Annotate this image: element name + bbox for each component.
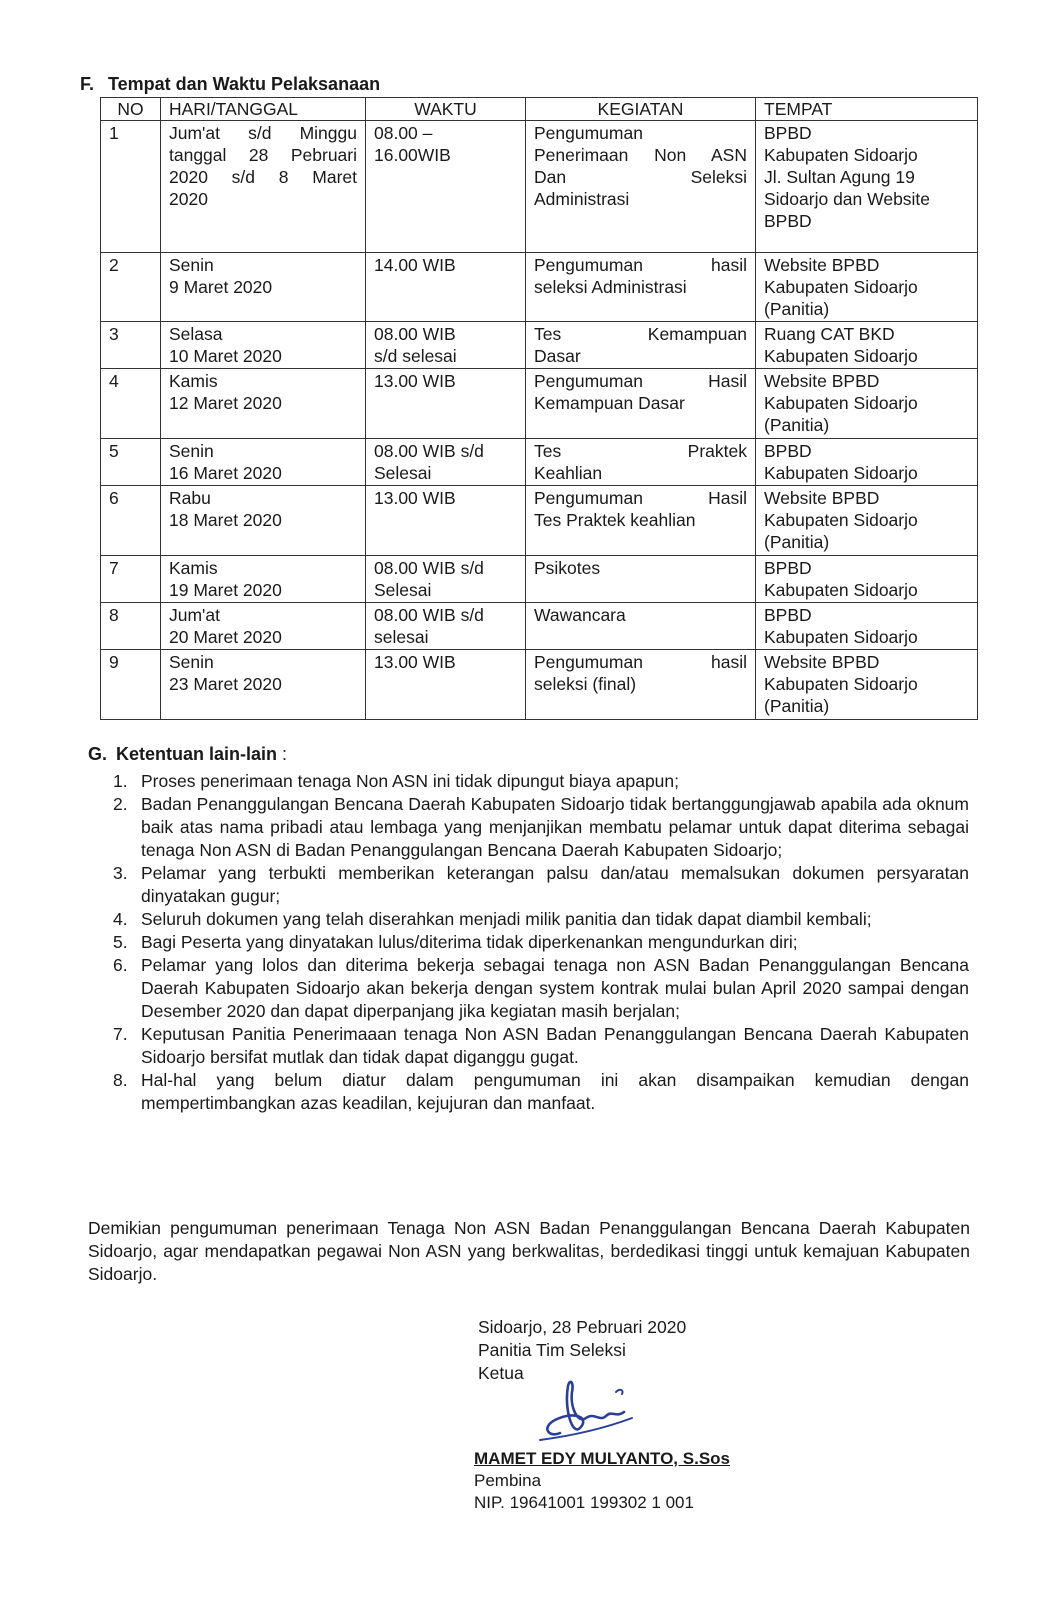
- cell-no: 7: [101, 556, 161, 603]
- cell-kegiatan-line: Dasar: [534, 346, 581, 366]
- cell-tempat-line: Website BPBD: [764, 371, 880, 391]
- cell-kegiatan: [526, 650, 756, 720]
- table-row: [101, 603, 978, 650]
- cell-kegiatan: [526, 439, 756, 486]
- list-item: [113, 770, 969, 793]
- cell-kegiatan-line: Pengumuman Hasil: [534, 488, 747, 508]
- cell-tempat-line: Kabupaten Sidoarjo: [764, 346, 918, 366]
- cell-tempat-line: BPBD: [764, 123, 812, 143]
- header-no: NO: [101, 98, 161, 121]
- cell-tempat-line: Website BPBD: [764, 488, 880, 508]
- cell-waktu-line: 13.00 WIB: [374, 488, 456, 508]
- list-item-number: 5.: [113, 932, 128, 952]
- list-item-text: Hal-hal yang belum diatur dalam pengumuman ini akan disampaikan kemudian dengan mempertimbangkan azas keadilan, kejujuran dan manfaat.: [141, 1070, 969, 1113]
- cell-no: 9: [101, 650, 161, 720]
- list-item-text: Pelamar yang lolos dan diterima bekerja sebagai tenaga non ASN Badan Penanggulangan Bencana Daerah Kabupaten Sidoarjo akan bekerja dengan system kontrak mulai bulan April 2020 sampai dengan Desember 2020 dan dapat diperpanjang jika kegiatan masih berjalan;: [141, 955, 969, 1021]
- section-f-title: Tempat dan Waktu Pelaksanaan: [108, 74, 381, 94]
- cell-tempat: [756, 369, 978, 439]
- cell-kegiatan-line: seleksi Administrasi: [534, 277, 687, 297]
- section-f-letter: F.: [80, 74, 95, 94]
- cell-tempat-line: Ruang CAT BKD: [764, 324, 895, 344]
- schedule-table-body: [101, 121, 978, 720]
- list-item-text: Proses penerimaan tenaga Non ASN ini tidak dipungut biaya apapun;: [141, 771, 680, 791]
- cell-tempat-line: Kabupaten Sidoarjo: [764, 580, 918, 600]
- cell-hari-tanggal-line: Senin: [169, 652, 214, 672]
- cell-tempat-line: Kabupaten Sidoarjo: [764, 627, 918, 647]
- cell-tempat: [756, 322, 978, 369]
- list-item: [113, 1023, 969, 1069]
- cell-waktu-line: 13.00 WIB: [374, 652, 456, 672]
- cell-waktu: [366, 322, 526, 369]
- committee-role: Ketua: [478, 1363, 524, 1383]
- cell-waktu: [366, 439, 526, 486]
- cell-no: 5: [101, 439, 161, 486]
- cell-kegiatan: [526, 121, 756, 253]
- cell-waktu: [366, 650, 526, 720]
- cell-waktu-line: 14.00 WIB: [374, 255, 456, 275]
- cell-kegiatan-line: Psikotes: [534, 558, 601, 578]
- cell-tempat-line: Kabupaten Sidoarjo: [764, 674, 918, 694]
- cell-tempat-line: Kabupaten Sidoarjo: [764, 463, 918, 483]
- table-row: [101, 439, 978, 486]
- header-tempat: TEMPAT: [756, 98, 978, 121]
- list-item-number: 1.: [113, 771, 128, 791]
- list-item-number: 3.: [113, 863, 128, 883]
- cell-hari-tanggal: [161, 650, 366, 720]
- committee-name: Panitia Tim Seleksi: [478, 1340, 626, 1360]
- cell-hari-tanggal-line: 23 Maret 2020: [169, 674, 282, 694]
- signer-block: [474, 1448, 730, 1514]
- cell-tempat-line: (Panitia): [764, 696, 830, 716]
- place-date: Sidoarjo, 28 Pebruari 2020: [478, 1317, 687, 1337]
- cell-hari-tanggal-line: 16 Maret 2020: [169, 463, 282, 483]
- header-kegiatan: KEGIATAN: [526, 98, 756, 121]
- cell-waktu-line: s/d selesai: [374, 346, 457, 366]
- list-item-text: Pelamar yang terbukti memberikan keterangan palsu dan/atau memalsukan dokumen persyaratan dinyatakan gugur;: [141, 863, 969, 906]
- section-g-letter: G.: [88, 744, 108, 764]
- cell-waktu: [366, 253, 526, 322]
- cell-kegiatan: [526, 253, 756, 322]
- cell-kegiatan-line: Wawancara: [534, 605, 626, 625]
- list-item: [113, 931, 969, 954]
- cell-hari-tanggal-line: Kamis: [169, 371, 218, 391]
- handwritten-signature: [520, 1378, 640, 1448]
- list-item-number: 4.: [113, 909, 128, 929]
- cell-tempat: [756, 121, 978, 253]
- schedule-table: [100, 97, 978, 720]
- cell-waktu-line: selesai: [374, 627, 429, 647]
- cell-tempat-line: Kabupaten Sidoarjo: [764, 145, 918, 165]
- cell-waktu-line: Selesai: [374, 463, 432, 483]
- cell-hari-tanggal-line: Jum'at: [169, 605, 220, 625]
- section-f-heading: [80, 74, 380, 95]
- cell-waktu-line: 08.00 WIB s/d: [374, 558, 484, 578]
- cell-waktu: [366, 486, 526, 556]
- cell-hari-tanggal: [161, 121, 366, 253]
- list-item-text: Keputusan Panitia Penerimaaan tenaga Non ASN Badan Penanggulangan Bencana Daerah Kabupaten Sidoarjo bersifat mutlak dan tidak dapat diganggu gugat.: [141, 1024, 969, 1067]
- cell-hari-tanggal-line: Selasa: [169, 324, 223, 344]
- cell-no: 8: [101, 603, 161, 650]
- cell-hari-tanggal: [161, 486, 366, 556]
- cell-hari-tanggal-line: 18 Maret 2020: [169, 510, 282, 530]
- cell-tempat-line: BPBD: [764, 441, 812, 461]
- cell-tempat-line: Website BPBD: [764, 652, 880, 672]
- table-row: [101, 650, 978, 720]
- cell-waktu: [366, 603, 526, 650]
- rules-list: [113, 770, 969, 1115]
- cell-hari-tanggal-line: 10 Maret 2020: [169, 346, 282, 366]
- closing-paragraph: Demikian pengumuman penerimaan Tenaga Non ASN Badan Penanggulangan Bencana Daerah Kabupaten Sidoarjo, agar mendapatkan pegawai Non ASN yang berkwalitas, berdedikasi tinggi untuk kemajuan Kabupaten Sidoarjo.: [88, 1218, 970, 1284]
- cell-kegiatan-line: Pengumuman hasil: [534, 652, 747, 672]
- cell-kegiatan: [526, 486, 756, 556]
- cell-no: 4: [101, 369, 161, 439]
- table-row: [101, 556, 978, 603]
- signer-name: MAMET EDY MULYANTO, S.Sos: [474, 1449, 730, 1468]
- list-item: [113, 1069, 969, 1115]
- cell-no: 6: [101, 486, 161, 556]
- cell-no: 3: [101, 322, 161, 369]
- cell-hari-tanggal-line: 2020 s/d 8 Maret: [169, 167, 357, 187]
- cell-tempat-line: Website BPBD: [764, 255, 880, 275]
- cell-hari-tanggal-line: Senin: [169, 255, 214, 275]
- cell-kegiatan-line: Pengumuman Hasil: [534, 371, 747, 391]
- cell-waktu-line: 16.00WIB: [374, 145, 451, 165]
- cell-tempat: [756, 650, 978, 720]
- cell-no: 2: [101, 253, 161, 322]
- cell-kegiatan: [526, 603, 756, 650]
- signer-rank: Pembina: [474, 1471, 542, 1490]
- cell-kegiatan: [526, 556, 756, 603]
- cell-tempat: [756, 556, 978, 603]
- cell-tempat-line: Jl. Sultan Agung 19: [764, 167, 915, 187]
- signature-header: [478, 1316, 686, 1385]
- cell-kegiatan-line: Keahlian: [534, 463, 603, 483]
- section-g-colon: :: [282, 744, 288, 764]
- cell-kegiatan-line: Penerimaan Non ASN: [534, 145, 747, 165]
- cell-kegiatan: [526, 322, 756, 369]
- cell-tempat: [756, 486, 978, 556]
- cell-hari-tanggal: [161, 322, 366, 369]
- cell-tempat: [756, 603, 978, 650]
- list-item: [113, 793, 969, 862]
- cell-tempat-line: BPBD: [764, 605, 812, 625]
- list-item-text: Bagi Peserta yang dinyatakan lulus/diterima tidak diperkenankan mengundurkan diri;: [141, 932, 798, 952]
- cell-tempat-line: Kabupaten Sidoarjo: [764, 393, 918, 413]
- list-item-number: 6.: [113, 955, 128, 975]
- cell-hari-tanggal: [161, 603, 366, 650]
- section-g-title: Ketentuan lain-lain: [116, 744, 278, 764]
- cell-kegiatan-line: Kemampuan Dasar: [534, 393, 685, 413]
- cell-tempat: [756, 253, 978, 322]
- list-item-number: 7.: [113, 1024, 128, 1044]
- cell-waktu-line: 13.00 WIB: [374, 371, 456, 391]
- cell-tempat-line: (Panitia): [764, 415, 830, 435]
- cell-hari-tanggal-line: Kamis: [169, 558, 218, 578]
- cell-waktu: [366, 556, 526, 603]
- cell-hari-tanggal-line: 19 Maret 2020: [169, 580, 282, 600]
- cell-hari-tanggal-line: 12 Maret 2020: [169, 393, 282, 413]
- cell-kegiatan-line: seleksi (final): [534, 674, 637, 694]
- cell-tempat-line: (Panitia): [764, 532, 830, 552]
- list-item-number: 2.: [113, 794, 128, 814]
- list-item-text: Seluruh dokumen yang telah diserahkan menjadi milik panitia dan tidak dapat diambil kembali;: [141, 909, 872, 929]
- cell-kegiatan-line: Tes Kemampuan: [534, 324, 747, 344]
- cell-waktu: [366, 121, 526, 253]
- table-row: [101, 322, 978, 369]
- cell-hari-tanggal: [161, 556, 366, 603]
- cell-tempat-line: (Panitia): [764, 299, 830, 319]
- list-item-number: 8.: [113, 1070, 128, 1090]
- cell-hari-tanggal: [161, 439, 366, 486]
- list-item-text: Badan Penanggulangan Bencana Daerah Kabupaten Sidoarjo tidak bertanggungjawab apabila ada oknum baik atas nama pribadi atau lembaga yang menjanjikan membatu pelamar untuk dapat diterima sebagai tenaga Non ASN di Badan Penanggulangan Bencana Daerah Kabupaten Sidoarjo;: [141, 794, 969, 860]
- cell-hari-tanggal-line: Jum'at s/d Minggu: [169, 123, 357, 143]
- cell-hari-tanggal: [161, 253, 366, 322]
- cell-kegiatan-line: Tes Praktek: [534, 441, 747, 461]
- cell-tempat-line: BPBD: [764, 558, 812, 578]
- table-row: [101, 369, 978, 439]
- cell-hari-tanggal-line: 2020: [169, 189, 208, 209]
- cell-hari-tanggal-line: Senin: [169, 441, 214, 461]
- cell-tempat: [756, 439, 978, 486]
- cell-waktu-line: 08.00 WIB s/d: [374, 441, 484, 461]
- signer-nip: NIP. 19641001 199302 1 001: [474, 1493, 694, 1512]
- cell-kegiatan-line: Pengumuman hasil: [534, 255, 747, 275]
- cell-waktu-line: 08.00 WIB: [374, 324, 456, 344]
- cell-hari-tanggal: [161, 369, 366, 439]
- cell-waktu-line: Selesai: [374, 580, 432, 600]
- cell-kegiatan: [526, 369, 756, 439]
- list-item: [113, 862, 969, 908]
- cell-waktu-line: 08.00 –: [374, 123, 433, 143]
- table-row: [101, 121, 978, 253]
- cell-no: 1: [101, 121, 161, 253]
- cell-tempat-line: BPBD: [764, 211, 812, 231]
- cell-tempat-line: Kabupaten Sidoarjo: [764, 277, 918, 297]
- cell-waktu-line: 08.00 WIB s/d: [374, 605, 484, 625]
- cell-tempat-line: Kabupaten Sidoarjo: [764, 510, 918, 530]
- list-item: [113, 908, 969, 931]
- cell-kegiatan-line: Tes Praktek keahlian: [534, 510, 696, 530]
- table-row: [101, 486, 978, 556]
- cell-hari-tanggal-line: 9 Maret 2020: [169, 277, 273, 297]
- cell-kegiatan-line: Administrasi: [534, 189, 630, 209]
- cell-waktu: [366, 369, 526, 439]
- table-header-row: [101, 98, 978, 121]
- cell-kegiatan-line: Pengumuman: [534, 123, 643, 143]
- cell-hari-tanggal-line: Rabu: [169, 488, 211, 508]
- section-g-heading: [88, 744, 287, 765]
- header-waktu: WAKTU: [366, 98, 526, 121]
- cell-tempat-line: Sidoarjo dan Website: [764, 189, 931, 209]
- cell-kegiatan-line: Dan Seleksi: [534, 167, 747, 187]
- cell-hari-tanggal-line: tanggal 28 Pebruari: [169, 145, 357, 165]
- header-hari-tanggal: HARI/TANGGAL: [161, 98, 366, 121]
- cell-hari-tanggal-line: 20 Maret 2020: [169, 627, 282, 647]
- list-item: [113, 954, 969, 1023]
- table-row: [101, 253, 978, 322]
